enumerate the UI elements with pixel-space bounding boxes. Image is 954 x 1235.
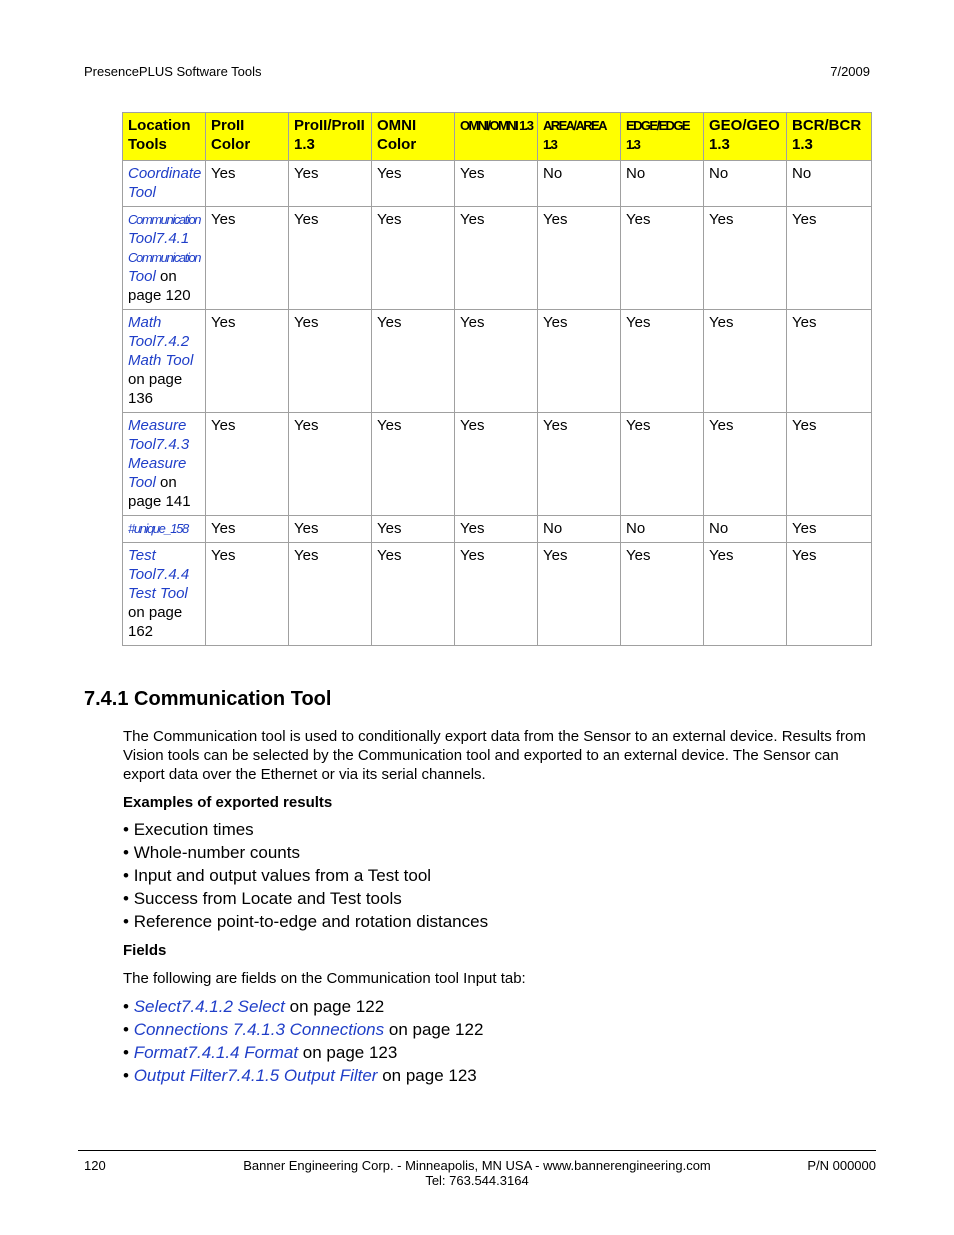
support-cell: Yes xyxy=(455,207,538,310)
column-header: AREA/AREA 1.3 xyxy=(538,113,621,161)
support-cell: Yes xyxy=(704,207,787,310)
support-cell: Yes xyxy=(289,516,372,543)
header-title: PresencePLUS Software Tools xyxy=(84,64,262,79)
location-tools-table xyxy=(122,112,872,646)
header-date: 7/2009 xyxy=(830,64,870,79)
tool-name-cell xyxy=(123,207,206,310)
tool-link[interactable]: Measure Tool7.4.3 Measure Tool xyxy=(128,417,190,491)
footer-page-number: 120 xyxy=(84,1158,106,1173)
support-cell: Yes xyxy=(455,310,538,413)
page-reference: on page 141 xyxy=(128,474,191,510)
support-cell: Yes xyxy=(787,207,872,310)
list-item xyxy=(123,1018,483,1041)
page-reference: on page 123 xyxy=(377,1066,477,1085)
fields-list xyxy=(123,995,483,1087)
support-cell: Yes xyxy=(538,543,621,646)
list-item xyxy=(123,995,483,1018)
support-cell: Yes xyxy=(704,310,787,413)
table-row xyxy=(123,207,872,310)
support-cell: Yes xyxy=(787,413,872,516)
support-cell: Yes xyxy=(289,161,372,207)
column-header: ProII/ProII 1.3 xyxy=(289,113,372,161)
fields-heading: Fields xyxy=(123,942,167,959)
support-cell: Yes xyxy=(621,310,704,413)
support-cell: Yes xyxy=(787,310,872,413)
support-cell: No xyxy=(621,161,704,207)
support-cell: Yes xyxy=(289,310,372,413)
support-cell: Yes xyxy=(289,413,372,516)
support-cell: Yes xyxy=(455,413,538,516)
page-reference: on page 162 xyxy=(128,604,183,640)
tool-link[interactable]: Math Tool7.4.2 Math Tool xyxy=(128,314,194,369)
field-link[interactable]: Output Filter7.4.1.5 Output Filter xyxy=(133,1066,378,1085)
support-cell: Yes xyxy=(704,543,787,646)
fields-intro: The following are fields on the Communication tool Input tab: xyxy=(123,970,526,987)
support-cell: Yes xyxy=(455,516,538,543)
list-item xyxy=(123,1041,483,1064)
support-cell: Yes xyxy=(621,543,704,646)
support-cell: Yes xyxy=(621,413,704,516)
support-cell: Yes xyxy=(538,310,621,413)
support-cell: Yes xyxy=(538,207,621,310)
table-row xyxy=(123,543,872,646)
support-cell: Yes xyxy=(289,207,372,310)
intro-paragraph: The Communication tool is used to conditionally export data from the Sensor to an external device. Results from Vision tools can be selected by the Communication tool and exported to an external device. The Sensor can export data over the Ethernet or via its serial channels. xyxy=(123,728,866,783)
page-reference: on page 120 xyxy=(128,268,191,304)
support-cell: Yes xyxy=(621,207,704,310)
support-cell: Yes xyxy=(787,516,872,543)
column-header: GEO/GEO 1.3 xyxy=(704,113,787,161)
support-cell: Yes xyxy=(372,161,455,207)
support-cell: Yes xyxy=(206,413,289,516)
support-cell: Yes xyxy=(372,310,455,413)
column-header: BCR/BCR 1.3 xyxy=(787,113,872,161)
page-reference: on page 122 xyxy=(388,1020,484,1039)
examples-list xyxy=(123,818,488,933)
column-header: EDGE/EDGE 1.3 xyxy=(621,113,704,161)
support-cell: Yes xyxy=(206,310,289,413)
tool-link[interactable]: Communication Tool7.4.1 Communication Tool xyxy=(128,212,201,285)
field-link[interactable]: Format7.4.1.4 Format xyxy=(133,1043,299,1062)
page-reference: on page 122 xyxy=(284,997,385,1016)
tool-name-cell xyxy=(123,516,206,543)
tool-link[interactable]: Coordinate Tool xyxy=(128,165,202,201)
support-cell: Yes xyxy=(206,161,289,207)
support-cell: Yes xyxy=(538,413,621,516)
support-cell: No xyxy=(621,516,704,543)
field-link[interactable]: Connections 7.4.1.3 Connections xyxy=(133,1020,389,1039)
support-cell: No xyxy=(538,516,621,543)
support-cell: Yes xyxy=(704,413,787,516)
table-row xyxy=(123,161,872,207)
support-cell: Yes xyxy=(455,161,538,207)
support-cell: Yes xyxy=(289,543,372,646)
support-cell: Yes xyxy=(787,543,872,646)
footer-part-number: P/N 000000 xyxy=(807,1158,876,1173)
support-cell: Yes xyxy=(372,516,455,543)
support-cell: Yes xyxy=(455,543,538,646)
tool-link[interactable]: Test Tool7.4.4 Test Tool xyxy=(128,547,190,602)
tool-name-cell xyxy=(123,543,206,646)
condensed-text: Communication xyxy=(128,250,201,265)
field-link[interactable]: Select7.4.1.2 Select xyxy=(133,997,285,1016)
footer-company-line: Banner Engineering Corp. - Minneapolis, MN USA - www.bannerengineering.com xyxy=(243,1158,711,1173)
list-item: • Whole-number counts xyxy=(123,841,488,864)
list-item: • Input and output values from a Test tool xyxy=(123,864,488,887)
table-row xyxy=(123,413,872,516)
section-title: 7.4.1 Communication Tool xyxy=(84,688,332,710)
support-cell: Yes xyxy=(372,543,455,646)
tool-name-cell xyxy=(123,310,206,413)
column-header: ProII Color xyxy=(206,113,289,161)
page-reference: on page 123 xyxy=(298,1043,398,1062)
list-item: • Success from Locate and Test tools xyxy=(123,887,488,910)
tool-name-cell xyxy=(123,161,206,207)
table-row xyxy=(123,310,872,413)
list-item: • Execution times xyxy=(123,818,488,841)
tool-name-cell xyxy=(123,413,206,516)
support-cell: No xyxy=(538,161,621,207)
support-cell: No xyxy=(704,161,787,207)
table-header-row xyxy=(123,113,872,161)
tool-link[interactable] xyxy=(128,520,188,537)
support-cell: Yes xyxy=(206,543,289,646)
footer-tel: Tel: 763.544.3164 xyxy=(425,1173,529,1188)
support-cell: Yes xyxy=(206,516,289,543)
footer-divider xyxy=(78,1150,876,1151)
support-cell: No xyxy=(704,516,787,543)
list-item: • Reference point-to-edge and rotation distances xyxy=(123,910,488,933)
column-header: OMNI Color xyxy=(372,113,455,161)
column-header: OMNI/OMNI 1.3 xyxy=(455,113,538,161)
support-cell: No xyxy=(787,161,872,207)
support-cell: Yes xyxy=(372,413,455,516)
condensed-text: Communication xyxy=(128,212,201,227)
table-row xyxy=(123,516,872,543)
examples-heading: Examples of exported results xyxy=(123,794,333,811)
support-cell: Yes xyxy=(372,207,455,310)
page-reference: on page 136 xyxy=(128,371,183,407)
column-header: Location Tools xyxy=(123,113,206,161)
list-item xyxy=(123,1064,483,1087)
condensed-text: #unique_158 xyxy=(128,521,188,536)
support-cell: Yes xyxy=(206,207,289,310)
